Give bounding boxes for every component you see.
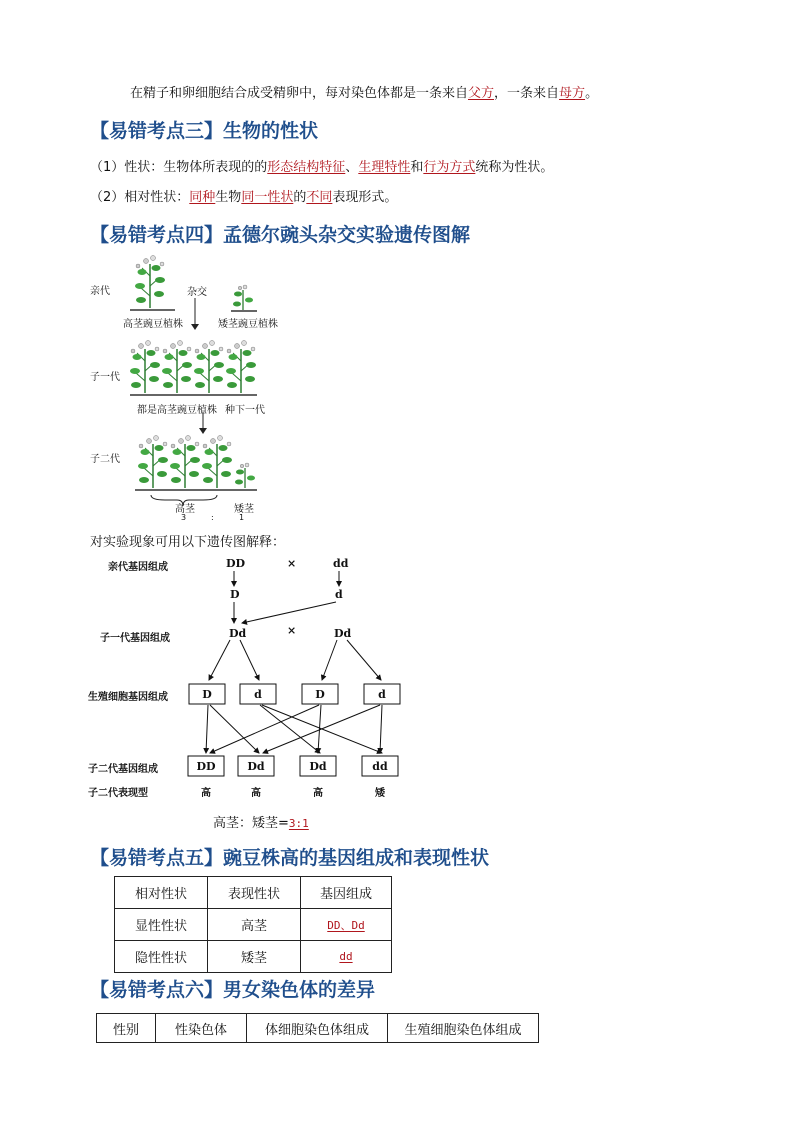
text: 。 [585,86,599,101]
table-header: 体细胞染色体组成 [247,1014,388,1043]
text: ，一条来自 [494,86,560,101]
answer-physiology: 生理特性 [358,160,411,175]
text: 、 [345,160,359,175]
text: 和 [410,160,424,175]
table-cell [301,909,392,941]
phenotype-ratio [213,812,309,831]
parent-gamete-recessive: d [335,588,343,601]
heading-tag: 【易错考点三】 [90,120,224,142]
f1-genotype: Dd [229,627,247,640]
section-heading-5 [90,843,489,870]
arrow-f1-to-gamete [240,640,259,680]
cross-label: 杂交 [187,287,207,298]
arrow-cross [210,705,259,753]
table-row [115,941,392,973]
f2-genotype-value: dd [372,760,388,773]
gamete-value: D [202,688,212,701]
f2-genotype-value: DD [196,760,216,773]
table-header-row [115,877,392,909]
f2-phenotype-value: 高 [313,788,323,799]
arrow-d-to-f1 [242,602,336,623]
section-heading-6 [90,975,375,1002]
short-parent-label: 矮茎豌豆植株 [218,319,278,330]
f2-phenotype-value: 高 [251,788,261,799]
ratio-value: 3:1 [288,817,309,830]
heading-title: 豌豆株高的基因组成和表现性状 [223,847,490,869]
table-header: 生殖细胞染色体组成 [388,1014,539,1043]
table-cell [301,941,392,973]
pea-height-genotype-table [114,876,392,973]
table-header: 性染色体 [156,1014,247,1043]
explanation-intro: 对实验现象可用以下遗传图解释： [90,535,286,550]
answer-genotype: dd [339,950,353,963]
answer-father: 父方 [468,86,495,101]
row-label-f2: 子二代 [90,454,120,465]
answer-different: 不同 [306,190,333,205]
ratio-colon: : [211,513,214,522]
cross-symbol: × [287,624,297,637]
f1-all-tall-label: 都是高茎豌豆植株 [137,405,217,416]
f1-genotype: Dd [334,627,352,640]
arrow-f1-to-gamete [209,640,230,680]
f2-phenotype-value: 矮 [375,788,385,799]
parent-genotype-dd-dominant: DD [226,557,246,570]
table-cell: 隐性性状 [115,941,208,973]
text: 的 [293,190,307,205]
table-header: 性别 [97,1014,156,1043]
arrow-cross [210,705,319,753]
f2-phenotype-value: 高 [201,788,211,799]
sex-chromosome-table [96,1013,539,1043]
text: 表现形式。 [332,190,398,205]
row-label-f1: 子一代 [90,372,120,383]
tall-parent-label: 高茎豌豆植株 [123,319,183,330]
cross-symbol: × [287,557,297,570]
table-header: 相对性状 [115,877,208,909]
heading-title: 生物的性状 [223,120,319,142]
arrow-cross [206,705,208,753]
table-cell: 高茎 [208,909,301,941]
answer-behavior: 行为方式 [423,160,476,175]
ratio-short: 1 [239,513,245,522]
table-row [115,909,392,941]
row-label-parent-genotype: 亲代基因组成 [108,562,168,573]
f2-genotype-value: Dd [309,760,327,773]
heading-tag: 【易错考点五】 [90,847,224,869]
ratio-label: 高茎：矮茎= [213,816,289,831]
table-cell: 显性性状 [115,909,208,941]
row-label-parent: 亲代 [90,286,110,297]
table-header-row [97,1014,539,1043]
ratio-tall: 3 [181,513,187,522]
f2-tall-label: 高茎 [175,504,195,515]
table-cell: 矮茎 [208,941,301,973]
f2-genotype-value: Dd [247,760,265,773]
parent-gamete-dominant: D [230,588,240,601]
heading-title: 孟德尔豌头杂交实验遗传图解 [223,224,471,246]
answer-mother: 母方 [559,86,586,101]
text: 统称为性状。 [475,160,554,175]
text: （2）相对性状： [90,190,190,205]
arrow-cross [260,705,320,753]
text: 生物 [215,190,242,205]
table-header: 基因组成 [301,877,392,909]
arrow-f1-to-gamete [322,640,337,680]
f2-short-label: 矮茎 [234,504,254,515]
gamete-value: d [378,688,386,701]
heading-tag: 【易错考点四】 [90,224,224,246]
plant-next-gen-label: 种下一代 [225,405,265,416]
text: （1）性状：生物体所表现的的 [90,160,268,175]
row-label-f2-genotype: 子二代基因组成 [88,764,158,775]
arrow-cross [380,705,382,753]
text: 在精子和卵细胞结合成受精卵中，每对染色体都是一条来自 [130,86,469,101]
row-label-f1-genotype: 子一代基因组成 [100,633,170,644]
answer-same-species: 同种 [189,190,216,205]
answer-genotype: DD、Dd [327,918,365,932]
gamete-value: D [315,688,325,701]
row-label-f2-phenotype: 子二代表现型 [88,788,148,799]
answer-same-trait: 同一性状 [241,190,294,205]
table-header: 表现性状 [208,877,301,909]
row-label-gamete-genotype: 生殖细胞基因组成 [88,692,168,703]
arrow-f1-to-gamete [347,640,381,680]
parent-genotype-dd-recessive: dd [333,557,349,570]
answer-morphology: 形态结构特征 [267,160,346,175]
heading-title: 男女染色体的差异 [223,979,376,1001]
heading-tag: 【易错考点六】 [90,979,224,1001]
gamete-value: d [254,688,262,701]
